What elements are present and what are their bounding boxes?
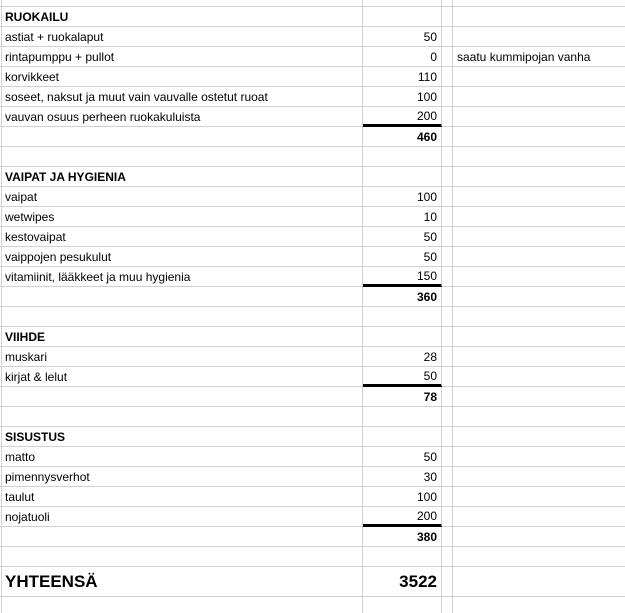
cell-value[interactable]: 50	[363, 27, 442, 47]
cell-note[interactable]	[453, 407, 625, 427]
cell-gap[interactable]	[442, 347, 453, 367]
cell-note[interactable]	[453, 167, 625, 187]
cell-note[interactable]	[453, 597, 625, 613]
sheet-row	[0, 267, 625, 287]
sheet-row	[0, 367, 625, 387]
cell-label[interactable]: kestovaipat	[2, 227, 363, 247]
cell-gap[interactable]	[442, 227, 453, 247]
cell-gap[interactable]	[442, 107, 453, 127]
cell-note[interactable]	[453, 467, 625, 487]
cell-value[interactable]: 50	[363, 447, 442, 467]
cell-value[interactable]: 100	[363, 87, 442, 107]
cell-label[interactable]: YHTEENSÄ	[2, 567, 363, 597]
cell-note[interactable]	[453, 287, 625, 307]
cell-note[interactable]	[453, 387, 625, 407]
cell-value[interactable]: 380	[363, 527, 442, 547]
cell-value[interactable]: 78	[363, 387, 442, 407]
cell-gap[interactable]	[442, 427, 453, 447]
cell-value[interactable]: 100	[363, 487, 442, 507]
cell-note[interactable]	[453, 567, 625, 597]
cell-note[interactable]	[453, 207, 625, 227]
sheet-row	[0, 407, 625, 427]
cell-value[interactable]: 50	[363, 227, 442, 247]
cell-note[interactable]	[453, 307, 625, 327]
sheet-row	[0, 187, 625, 207]
cell-gap[interactable]	[442, 527, 453, 547]
cell-value[interactable]: 200	[363, 507, 442, 527]
cell-gap[interactable]	[442, 547, 453, 567]
cell-note[interactable]	[453, 7, 625, 27]
cell-label[interactable]	[2, 387, 363, 407]
cell-gap[interactable]	[442, 507, 453, 527]
sheet-row	[0, 547, 625, 567]
cell-value[interactable]: 150	[363, 267, 442, 287]
cell-label[interactable]: rintapumppu + pullot	[2, 47, 363, 67]
cell-value[interactable]	[363, 0, 442, 7]
cell-value[interactable]: 360	[363, 287, 442, 307]
sheet-row	[0, 47, 625, 67]
cell-gap[interactable]	[442, 207, 453, 227]
sheet-row	[0, 27, 625, 47]
cell-label[interactable]: pimennysverhot	[2, 467, 363, 487]
cell-gap[interactable]	[442, 187, 453, 207]
cell-note[interactable]	[453, 227, 625, 247]
sheet-row	[0, 307, 625, 327]
cell-gap[interactable]	[442, 27, 453, 47]
cell-note[interactable]	[453, 547, 625, 567]
cell-value[interactable]	[363, 167, 442, 187]
cell-value[interactable]	[363, 427, 442, 447]
cell-label[interactable]	[2, 127, 363, 147]
cell-label[interactable]: muskari	[2, 347, 363, 367]
cell-note[interactable]	[453, 247, 625, 267]
cell-label[interactable]	[2, 597, 363, 613]
cell-gap[interactable]	[442, 467, 453, 487]
cell-note[interactable]	[453, 507, 625, 527]
sheet-row	[0, 447, 625, 467]
cell-gap[interactable]	[442, 447, 453, 467]
cell-gap[interactable]	[442, 487, 453, 507]
sheet-row	[0, 527, 625, 547]
cell-gap[interactable]	[442, 387, 453, 407]
cell-value[interactable]	[363, 147, 442, 167]
cell-note[interactable]	[453, 487, 625, 507]
cell-label[interactable]	[2, 0, 363, 7]
cell-note[interactable]	[453, 327, 625, 347]
cell-label[interactable]: vaipat	[2, 187, 363, 207]
cell-label[interactable]: VIIHDE	[2, 327, 363, 347]
cell-gap[interactable]	[442, 327, 453, 347]
cell-gap[interactable]	[442, 7, 453, 27]
cell-value[interactable]	[363, 7, 442, 27]
cell-gap[interactable]	[442, 167, 453, 187]
cell-label[interactable]: taulut	[2, 487, 363, 507]
cell-note[interactable]	[453, 107, 625, 127]
cell-label[interactable]	[2, 547, 363, 567]
cell-label[interactable]: wetwipes	[2, 207, 363, 227]
sheet-row	[0, 287, 625, 307]
sheet-row	[0, 147, 625, 167]
cell-label[interactable]: korvikkeet	[2, 67, 363, 87]
cell-note[interactable]	[453, 67, 625, 87]
cell-label[interactable]	[2, 287, 363, 307]
cell-value[interactable]	[363, 597, 442, 613]
cell-note[interactable]	[453, 367, 625, 387]
cell-note[interactable]	[453, 187, 625, 207]
cell-gap[interactable]	[442, 247, 453, 267]
sheet-row	[0, 107, 625, 127]
cell-value[interactable]: 0	[363, 47, 442, 67]
cell-gap[interactable]	[442, 67, 453, 87]
sheet-row	[0, 387, 625, 407]
cell-value[interactable]: 50	[363, 247, 442, 267]
cell-label[interactable]: soseet, naksut ja muut vain vauvalle ostetut ruoat	[2, 87, 363, 107]
sheet-row	[0, 467, 625, 487]
cell-note[interactable]	[453, 527, 625, 547]
cell-label[interactable]: kirjat & lelut	[2, 367, 363, 387]
cell-value[interactable]	[363, 407, 442, 427]
sheet-row	[0, 7, 625, 27]
cell-gap[interactable]	[442, 567, 453, 597]
sheet-row	[0, 597, 625, 613]
cell-gap[interactable]	[442, 267, 453, 287]
sheet-row	[0, 207, 625, 227]
cell-value[interactable]	[363, 307, 442, 327]
cell-label[interactable]: nojatuoli	[2, 507, 363, 527]
cell-gap[interactable]	[442, 407, 453, 427]
cell-label[interactable]: vaippojen pesukulut	[2, 247, 363, 267]
cell-value[interactable]: 3522	[363, 567, 442, 597]
cell-gap[interactable]	[442, 367, 453, 387]
cell-value[interactable]: 10	[363, 207, 442, 227]
cell-value[interactable]: 30	[363, 467, 442, 487]
cell-value[interactable]	[363, 547, 442, 567]
cell-label[interactable]	[2, 307, 363, 327]
cell-gap[interactable]	[442, 87, 453, 107]
sheet-row	[0, 347, 625, 367]
cell-gap[interactable]	[442, 0, 453, 7]
cell-label[interactable]: matto	[2, 447, 363, 467]
cell-note[interactable]	[453, 347, 625, 367]
cell-note[interactable]	[453, 147, 625, 167]
cell-gap[interactable]	[442, 147, 453, 167]
cell-value[interactable]: 50	[363, 367, 442, 387]
cell-label[interactable]: vitamiinit, lääkkeet ja muu hygienia	[2, 267, 363, 287]
cell-note[interactable]	[453, 87, 625, 107]
cell-note[interactable]	[453, 27, 625, 47]
sheet-row	[0, 567, 625, 597]
cell-gap[interactable]	[442, 307, 453, 327]
cell-label[interactable]: RUOKAILU	[2, 7, 363, 27]
cell-note[interactable]: saatu kummipojan vanha	[453, 47, 625, 67]
cell-note[interactable]	[453, 447, 625, 467]
cell-label[interactable]	[2, 147, 363, 167]
sheet-row	[0, 327, 625, 347]
cell-value[interactable]: 110	[363, 67, 442, 87]
sheet-row	[0, 247, 625, 267]
sheet-row	[0, 167, 625, 187]
sheet-row	[0, 227, 625, 247]
cell-value[interactable]: 200	[363, 107, 442, 127]
cell-label[interactable]: vauvan osuus perheen ruokakuluista	[2, 107, 363, 127]
cell-value[interactable]: 100	[363, 187, 442, 207]
cell-value[interactable]: 28	[363, 347, 442, 367]
cell-value[interactable]: 460	[363, 127, 442, 147]
cell-gap[interactable]	[442, 47, 453, 67]
cell-value[interactable]	[363, 327, 442, 347]
cell-label[interactable]: astiat + ruokalaput	[2, 27, 363, 47]
cell-note[interactable]	[453, 0, 625, 7]
cell-note[interactable]	[453, 267, 625, 287]
cell-label[interactable]	[2, 527, 363, 547]
cell-label[interactable]: VAIPAT JA HYGIENIA	[2, 167, 363, 187]
sheet-row	[0, 87, 625, 107]
cell-label[interactable]	[2, 407, 363, 427]
sheet-row	[0, 127, 625, 147]
sheet-row	[0, 0, 625, 7]
cell-note[interactable]	[453, 127, 625, 147]
sheet-row	[0, 427, 625, 447]
sheet-row	[0, 487, 625, 507]
sheet-row	[0, 67, 625, 87]
cell-gap[interactable]	[442, 287, 453, 307]
cell-gap[interactable]	[442, 597, 453, 613]
sheet-row	[0, 507, 625, 527]
cell-label[interactable]: SISUSTUS	[2, 427, 363, 447]
cell-note[interactable]	[453, 427, 625, 447]
cell-gap[interactable]	[442, 127, 453, 147]
